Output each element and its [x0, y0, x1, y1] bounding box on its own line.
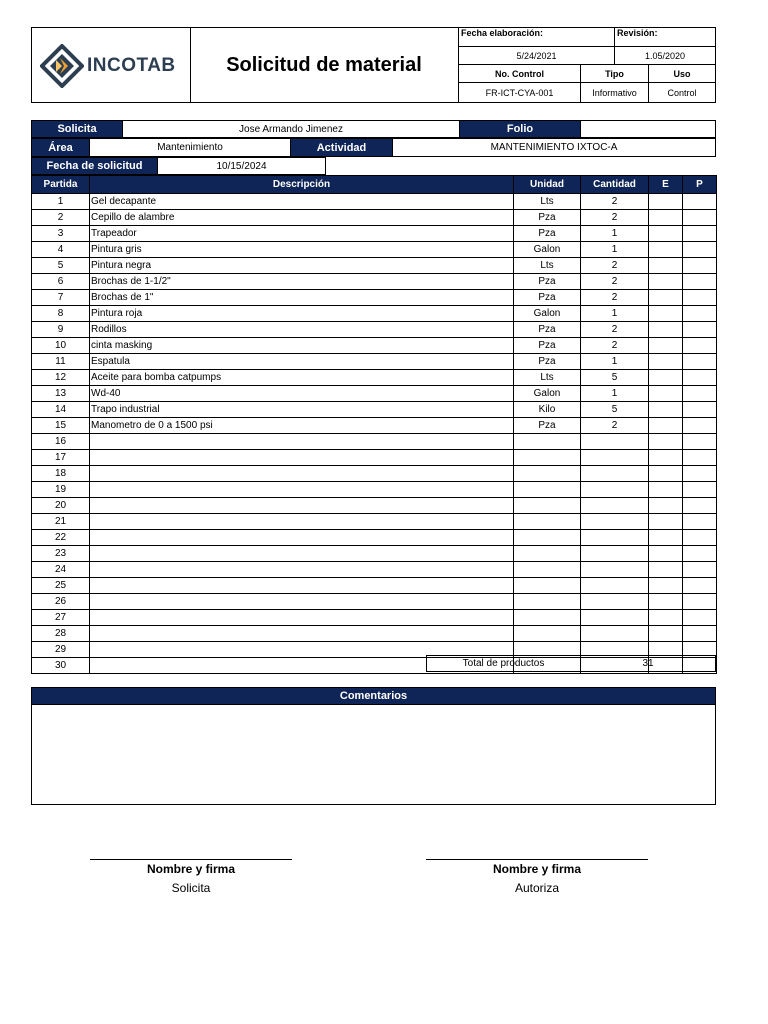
row-p[interactable] [683, 418, 717, 434]
row-partida: 24 [32, 562, 90, 578]
row-p[interactable] [683, 546, 717, 562]
row-e[interactable] [649, 290, 683, 306]
row-p[interactable] [683, 226, 717, 242]
row-descripcion[interactable]: cinta masking [90, 338, 514, 354]
row-partida: 25 [32, 578, 90, 594]
row-p[interactable] [683, 322, 717, 338]
actividad-label: Actividad [290, 138, 393, 157]
table-row [32, 626, 717, 642]
row-e[interactable] [649, 450, 683, 466]
row-unidad[interactable] [514, 626, 581, 642]
row-descripcion[interactable]: Gel decapante [90, 194, 514, 210]
row-descripcion[interactable]: Espatula [90, 354, 514, 370]
table-row [32, 546, 717, 562]
company-name: INCOTAB [87, 55, 176, 76]
row-partida: 26 [32, 594, 90, 610]
row-cantidad[interactable] [581, 530, 649, 546]
table-row [32, 610, 717, 626]
row-unidad[interactable]: Pza [514, 226, 581, 242]
items-body [32, 194, 717, 674]
row-descripcion[interactable] [90, 434, 514, 450]
table-row [32, 482, 717, 498]
row-cantidad[interactable]: 1 [581, 354, 649, 370]
row-descripcion[interactable]: Aceite para bomba catpumps [90, 370, 514, 386]
fecha-solicitud-value[interactable]: 10/15/2024 [157, 157, 326, 175]
row-partida: 11 [32, 354, 90, 370]
row-p[interactable] [683, 402, 717, 418]
row-partida: 16 [32, 434, 90, 450]
row-cantidad[interactable]: 1 [581, 242, 649, 258]
row-cantidad[interactable] [581, 466, 649, 482]
area-label: Área [31, 138, 90, 157]
table-row [32, 274, 717, 290]
table-row [32, 306, 717, 322]
row-e[interactable] [649, 210, 683, 226]
table-row [32, 418, 717, 434]
row-e[interactable] [649, 466, 683, 482]
row-cantidad[interactable] [581, 562, 649, 578]
row-unidad[interactable]: Lts [514, 370, 581, 386]
row-p[interactable] [683, 242, 717, 258]
row-unidad[interactable]: Kilo [514, 402, 581, 418]
row-e[interactable] [649, 402, 683, 418]
row-cantidad[interactable]: 5 [581, 402, 649, 418]
row-cantidad[interactable] [581, 434, 649, 450]
row-partida: 29 [32, 642, 90, 658]
row-partida: 2 [32, 210, 90, 226]
row-cantidad[interactable]: 1 [581, 306, 649, 322]
row-e[interactable] [649, 274, 683, 290]
solicita-value[interactable]: Jose Armando Jimenez [122, 120, 460, 138]
table-row [32, 386, 717, 402]
row-p[interactable] [683, 434, 717, 450]
row-partida: 8 [32, 306, 90, 322]
row-descripcion[interactable]: Pintura gris [90, 242, 514, 258]
row-descripcion[interactable] [90, 482, 514, 498]
row-descripcion[interactable] [90, 578, 514, 594]
fecha-elaboracion-label: Fecha elaboración: [458, 27, 615, 47]
row-unidad[interactable] [514, 498, 581, 514]
row-p[interactable] [683, 290, 717, 306]
row-cantidad[interactable]: 2 [581, 338, 649, 354]
row-cantidad[interactable] [581, 594, 649, 610]
table-row [32, 258, 717, 274]
actividad-value[interactable]: MANTENIMIENTO IXTOC-A [392, 138, 716, 157]
row-cantidad[interactable]: 2 [581, 210, 649, 226]
row-unidad[interactable] [514, 450, 581, 466]
row-p[interactable] [683, 578, 717, 594]
fecha-elaboracion-value: 5/24/2021 [458, 46, 615, 65]
row-unidad[interactable]: Pza [514, 290, 581, 306]
row-descripcion[interactable]: Trapo industrial [90, 402, 514, 418]
table-row [32, 498, 717, 514]
row-cantidad[interactable]: 5 [581, 370, 649, 386]
row-e[interactable] [649, 370, 683, 386]
row-partida: 22 [32, 530, 90, 546]
row-cantidad[interactable] [581, 482, 649, 498]
revision-label: Revisión: [614, 27, 716, 47]
row-unidad[interactable]: Galon [514, 386, 581, 402]
row-unidad[interactable]: Pza [514, 274, 581, 290]
row-e[interactable] [649, 594, 683, 610]
row-descripcion[interactable]: Wd-40 [90, 386, 514, 402]
row-descripcion[interactable] [90, 466, 514, 482]
row-unidad[interactable] [514, 434, 581, 450]
row-descripcion[interactable] [90, 594, 514, 610]
area-value[interactable]: Mantenimiento [89, 138, 291, 157]
company-logo [40, 44, 190, 88]
col-header-unidad: Unidad [514, 176, 581, 194]
row-partida: 28 [32, 626, 90, 642]
row-partida: 12 [32, 370, 90, 386]
row-p[interactable] [683, 210, 717, 226]
table-row [32, 402, 717, 418]
row-unidad[interactable]: Pza [514, 338, 581, 354]
col-header-cantidad: Cantidad [581, 176, 649, 194]
row-partida: 10 [32, 338, 90, 354]
row-cantidad[interactable] [581, 578, 649, 594]
table-row [32, 354, 717, 370]
row-partida: 9 [32, 322, 90, 338]
row-unidad[interactable] [514, 578, 581, 594]
table-row [32, 370, 717, 386]
row-e[interactable] [649, 434, 683, 450]
row-partida: 18 [32, 466, 90, 482]
row-p[interactable] [683, 482, 717, 498]
row-p[interactable] [683, 338, 717, 354]
row-descripcion[interactable] [90, 610, 514, 626]
tipo-label: Tipo [580, 64, 649, 83]
row-partida: 14 [32, 402, 90, 418]
table-row [32, 210, 717, 226]
row-unidad[interactable] [514, 610, 581, 626]
row-descripcion[interactable] [90, 530, 514, 546]
row-p[interactable] [683, 258, 717, 274]
row-p[interactable] [683, 274, 717, 290]
row-descripcion[interactable]: Cepillo de alambre [90, 210, 514, 226]
table-row [32, 290, 717, 306]
row-cantidad[interactable] [581, 626, 649, 642]
row-partida: 19 [32, 482, 90, 498]
comentarios-field[interactable] [31, 704, 716, 805]
row-e[interactable] [649, 418, 683, 434]
table-row [32, 450, 717, 466]
row-partida: 23 [32, 546, 90, 562]
row-descripcion[interactable] [90, 562, 514, 578]
row-descripcion[interactable] [90, 450, 514, 466]
total-value: 31 [580, 655, 716, 672]
row-e[interactable] [649, 482, 683, 498]
row-unidad[interactable] [514, 594, 581, 610]
document-title: Solicitud de material [190, 27, 459, 103]
row-e[interactable] [649, 322, 683, 338]
row-partida: 5 [32, 258, 90, 274]
row-e[interactable] [649, 258, 683, 274]
table-row [32, 322, 717, 338]
row-partida: 21 [32, 514, 90, 530]
row-partida: 27 [32, 610, 90, 626]
signature-line-autoriza [426, 859, 648, 860]
row-p[interactable] [683, 498, 717, 514]
row-p[interactable] [683, 530, 717, 546]
row-descripcion[interactable]: Trapeador [90, 226, 514, 242]
row-e[interactable] [649, 354, 683, 370]
signature-label-autoriza: Nombre y firma [492, 862, 582, 876]
row-e[interactable] [649, 530, 683, 546]
table-row [32, 194, 717, 210]
row-e[interactable] [649, 626, 683, 642]
row-p[interactable] [683, 370, 717, 386]
row-p[interactable] [683, 306, 717, 322]
tipo-value: Informativo [580, 82, 649, 103]
row-descripcion[interactable] [90, 498, 514, 514]
total-label: Total de productos [426, 655, 581, 672]
signature-label-solicita: Nombre y firma [146, 862, 236, 876]
col-header-p: P [683, 176, 717, 194]
row-descripcion[interactable]: Pintura negra [90, 258, 514, 274]
no-control-label: No. Control [458, 64, 581, 83]
row-unidad[interactable]: Pza [514, 210, 581, 226]
row-p[interactable] [683, 594, 717, 610]
incotab-diamond-logo-icon [40, 44, 84, 88]
row-cantidad[interactable] [581, 610, 649, 626]
row-descripcion[interactable] [90, 546, 514, 562]
table-row [32, 242, 717, 258]
logo-cell [31, 27, 191, 103]
row-unidad[interactable] [514, 530, 581, 546]
row-partida: 17 [32, 450, 90, 466]
col-header-descripcion: Descripción [90, 176, 514, 194]
comentarios-header: Comentarios [31, 687, 716, 705]
col-header-partida: Partida [32, 176, 90, 194]
table-row [32, 530, 717, 546]
row-descripcion[interactable]: Manometro de 0 a 1500 psi [90, 418, 514, 434]
items-table [31, 175, 717, 674]
row-e[interactable] [649, 306, 683, 322]
fecha-solicitud-label: Fecha de solicitud [31, 157, 158, 175]
table-row [32, 514, 717, 530]
row-unidad[interactable]: Lts [514, 258, 581, 274]
row-unidad[interactable]: Pza [514, 354, 581, 370]
row-cantidad[interactable] [581, 498, 649, 514]
row-partida: 1 [32, 194, 90, 210]
row-e[interactable] [649, 578, 683, 594]
row-unidad[interactable] [514, 514, 581, 530]
signature-line-solicita [90, 859, 292, 860]
row-p[interactable] [683, 386, 717, 402]
row-unidad[interactable]: Galon [514, 306, 581, 322]
row-unidad[interactable]: Lts [514, 194, 581, 210]
row-p[interactable] [683, 466, 717, 482]
row-cantidad[interactable] [581, 546, 649, 562]
row-p[interactable] [683, 562, 717, 578]
row-descripcion[interactable]: Pintura roja [90, 306, 514, 322]
table-row [32, 338, 717, 354]
row-partida: 13 [32, 386, 90, 402]
no-control-value: FR-ICT-CYA-001 [458, 82, 581, 103]
row-descripcion[interactable] [90, 514, 514, 530]
row-cantidad[interactable]: 2 [581, 322, 649, 338]
row-partida: 6 [32, 274, 90, 290]
row-p[interactable] [683, 450, 717, 466]
folio-label: Folio [459, 120, 581, 138]
row-partida: 20 [32, 498, 90, 514]
row-descripcion[interactable]: Rodillos [90, 322, 514, 338]
row-p[interactable] [683, 514, 717, 530]
row-p[interactable] [683, 610, 717, 626]
row-unidad[interactable] [514, 546, 581, 562]
row-unidad[interactable] [514, 562, 581, 578]
row-cantidad[interactable] [581, 450, 649, 466]
row-unidad[interactable]: Pza [514, 322, 581, 338]
table-row [32, 466, 717, 482]
table-row [32, 562, 717, 578]
uso-value: Control [648, 82, 716, 103]
row-e[interactable] [649, 562, 683, 578]
row-e[interactable] [649, 194, 683, 210]
row-p[interactable] [683, 626, 717, 642]
table-header-row [32, 176, 717, 194]
row-partida: 3 [32, 226, 90, 242]
signature-role-autoriza: Autoriza [514, 881, 560, 895]
row-unidad[interactable] [514, 482, 581, 498]
solicita-label: Solicita [31, 120, 123, 138]
revision-value: 1.05/2020 [614, 46, 716, 65]
row-unidad[interactable]: Galon [514, 242, 581, 258]
table-row [32, 434, 717, 450]
row-descripcion[interactable] [90, 626, 514, 642]
table-row [32, 226, 717, 242]
row-cantidad[interactable]: 2 [581, 258, 649, 274]
row-e[interactable] [649, 226, 683, 242]
row-p[interactable] [683, 194, 717, 210]
row-e[interactable] [649, 386, 683, 402]
row-partida: 7 [32, 290, 90, 306]
row-e[interactable] [649, 546, 683, 562]
row-e[interactable] [649, 610, 683, 626]
row-descripcion[interactable]: Brochas de 1-1/2" [90, 274, 514, 290]
row-e[interactable] [649, 498, 683, 514]
row-cantidad[interactable]: 2 [581, 194, 649, 210]
row-cantidad[interactable] [581, 514, 649, 530]
row-e[interactable] [649, 242, 683, 258]
row-descripcion[interactable]: Brochas de 1" [90, 290, 514, 306]
row-p[interactable] [683, 354, 717, 370]
row-unidad[interactable] [514, 466, 581, 482]
signature-role-solicita: Solicita [171, 881, 211, 895]
row-e[interactable] [649, 514, 683, 530]
row-partida: 30 [32, 658, 90, 674]
row-e[interactable] [649, 338, 683, 354]
row-partida: 4 [32, 242, 90, 258]
col-header-e: E [649, 176, 683, 194]
table-row [32, 578, 717, 594]
row-cantidad[interactable]: 2 [581, 290, 649, 306]
row-partida: 15 [32, 418, 90, 434]
table-row [32, 594, 717, 610]
uso-label: Uso [648, 64, 716, 83]
row-cantidad[interactable]: 2 [581, 274, 649, 290]
folio-value[interactable] [580, 120, 716, 138]
row-cantidad[interactable]: 1 [581, 386, 649, 402]
row-unidad[interactable]: Pza [514, 418, 581, 434]
row-cantidad[interactable]: 1 [581, 226, 649, 242]
row-cantidad[interactable]: 2 [581, 418, 649, 434]
